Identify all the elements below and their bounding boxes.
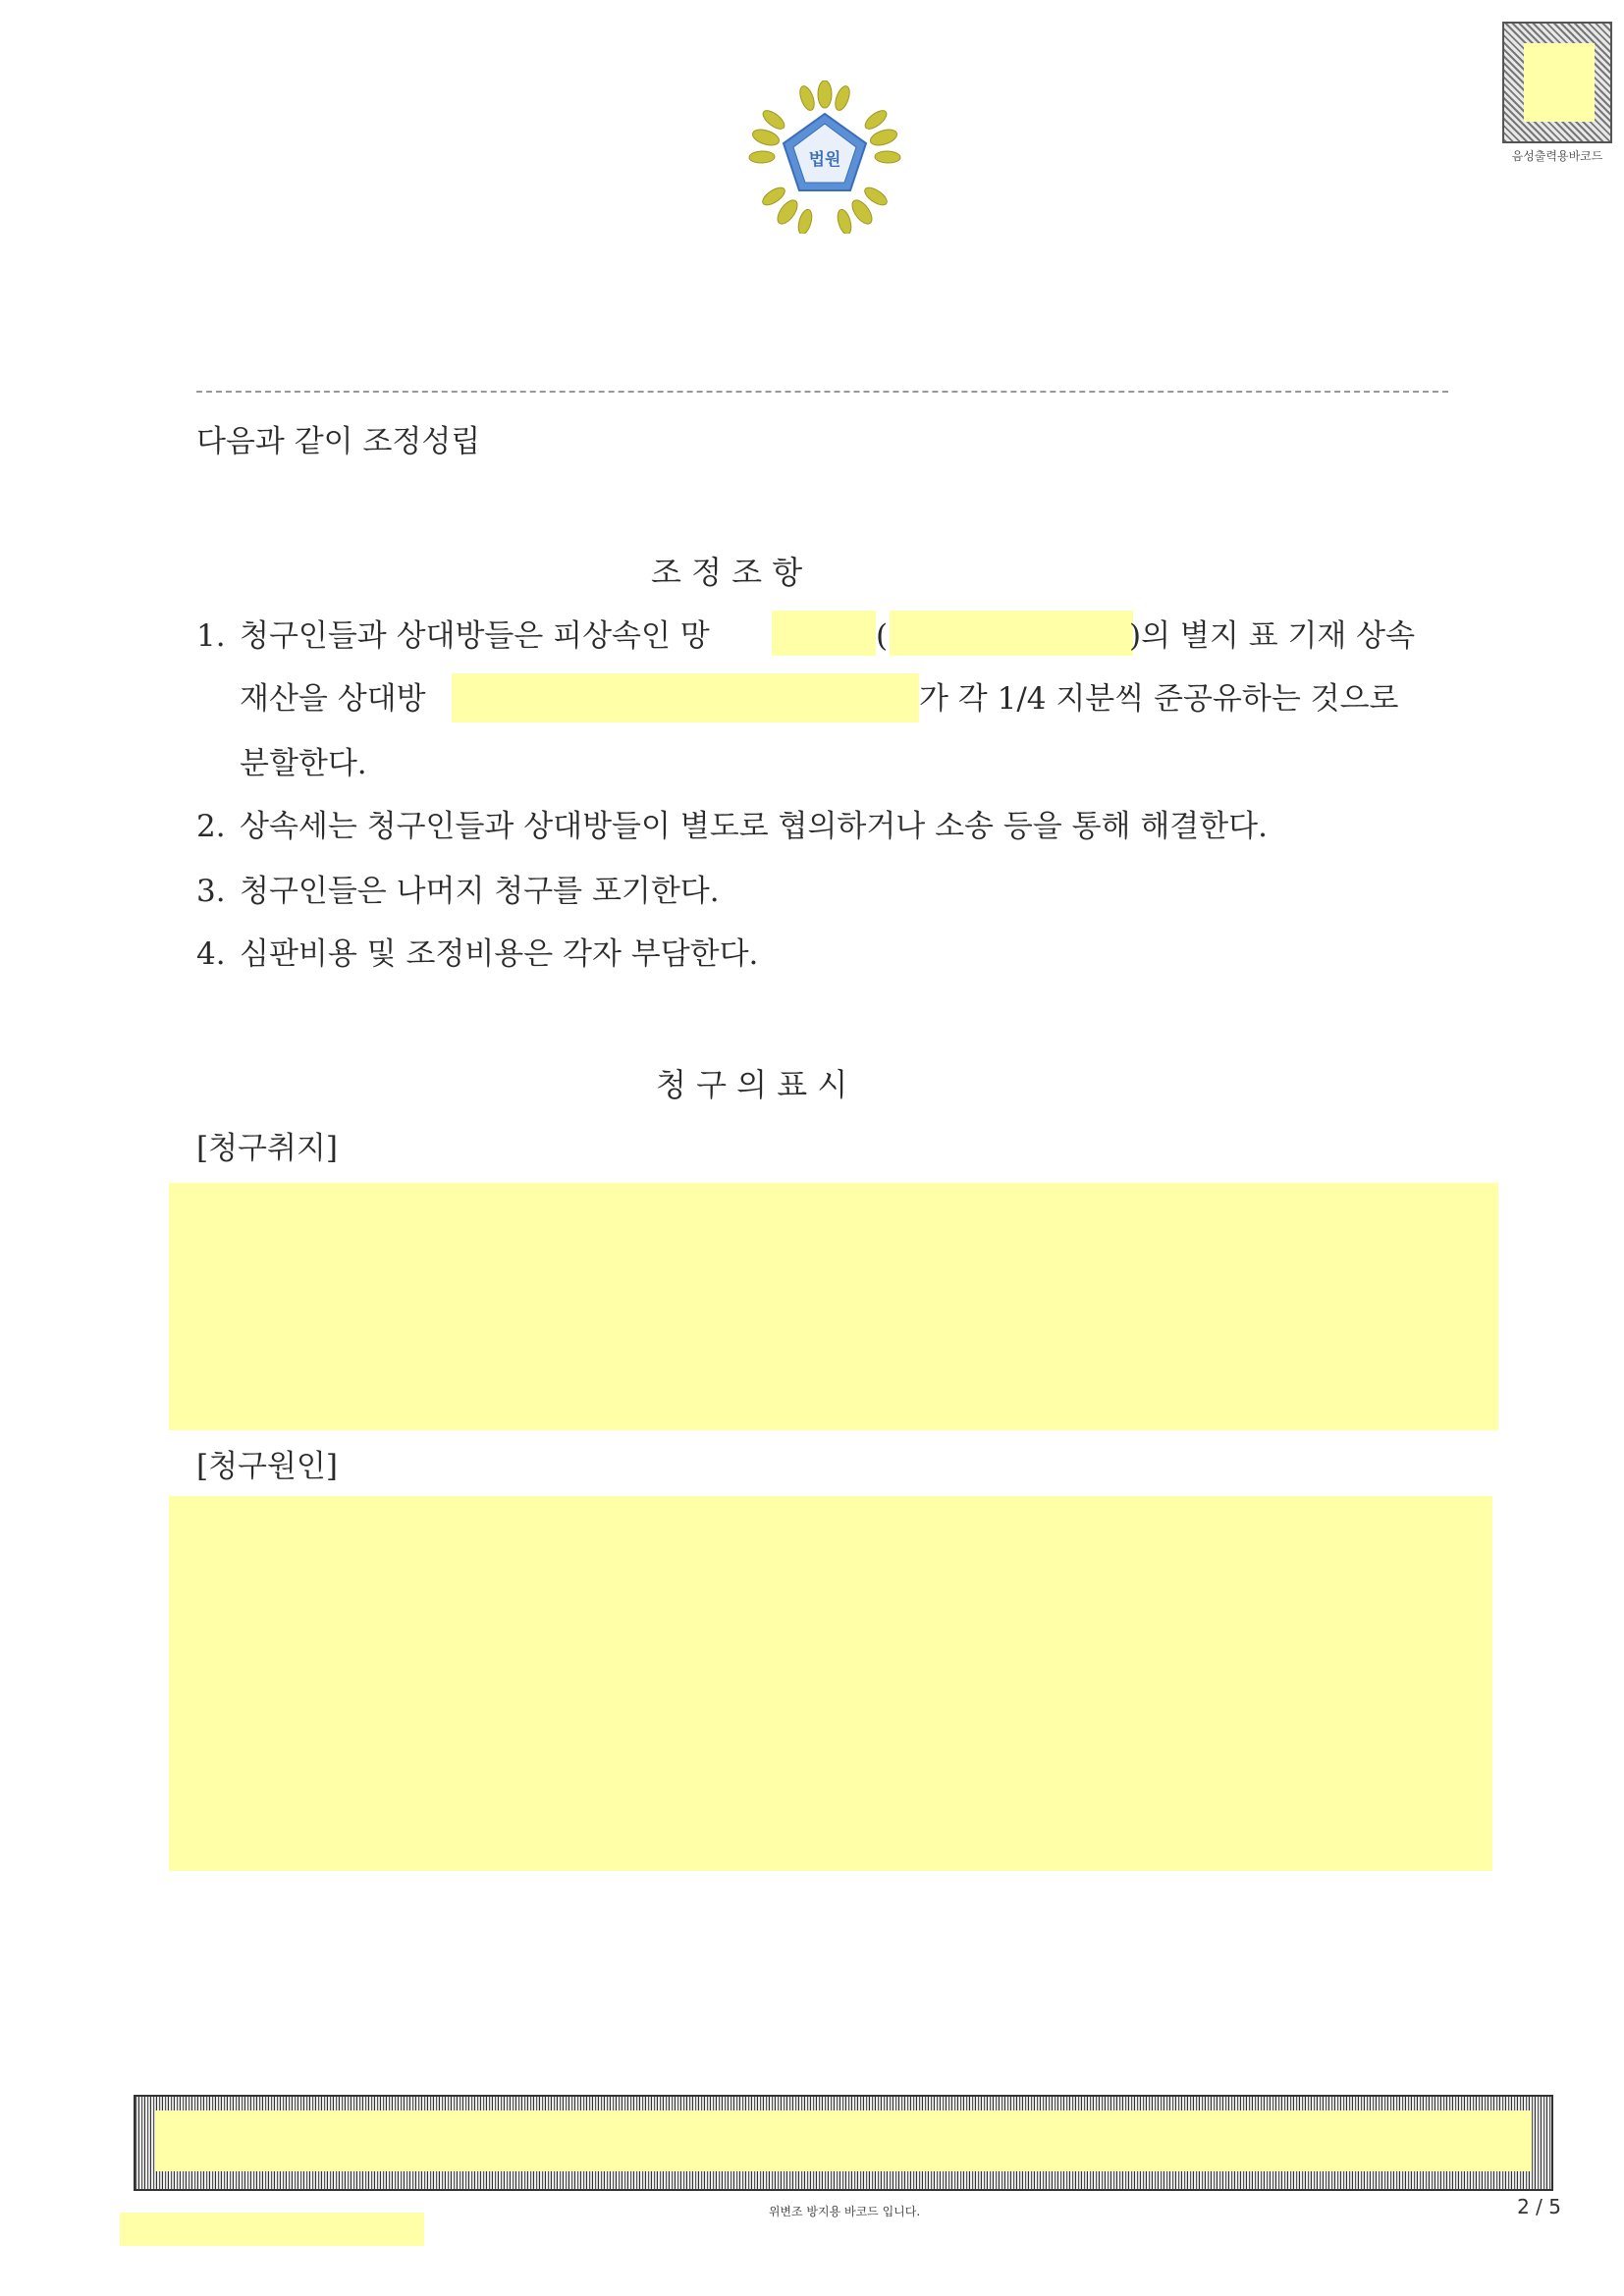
redaction-box <box>890 611 1133 656</box>
item-number: 4. <box>196 936 226 972</box>
divider <box>196 391 1448 393</box>
redaction-box <box>169 1496 1492 1871</box>
item-1-text-line2a: 재산을 상대방 <box>240 681 426 717</box>
item-1-text-line2b: 가 각 1/4 지분씩 준공유하는 것으로 <box>919 681 1399 717</box>
barcode-note: 위변조 방지용 바코드 입니다. <box>768 2205 921 2218</box>
redaction-box <box>120 2213 424 2246</box>
item-1-text-line3: 분할한다. <box>240 746 367 781</box>
redaction-box <box>1524 43 1595 122</box>
qr-code-label: 음성출력용바코드 <box>1511 149 1603 163</box>
emblem-label: 법원 <box>808 150 841 170</box>
redaction-box <box>452 673 919 722</box>
redaction-box <box>155 2110 1532 2171</box>
redaction-box <box>169 1183 1498 1430</box>
item-1-paren-open: ( <box>876 618 889 654</box>
item-1-text-a: 청구인들과 상대방들은 피상속인 망 <box>240 618 710 654</box>
item-number: 3. <box>196 874 226 909</box>
item-4-text: 심판비용 및 조정비용은 각자 부담한다. <box>240 936 759 972</box>
item-2-text: 상속세는 청구인들과 상대방들이 별도로 협의하거나 소송 등을 통해 해결한다. <box>240 809 1268 844</box>
redaction-box <box>772 611 876 656</box>
section-heading-terms: 조 정 조 항 <box>651 554 803 591</box>
page-number: 2 / 5 <box>1517 2195 1561 2218</box>
claim-cause-label: [청구원인] <box>196 1449 338 1484</box>
intro-text: 다음과 같이 조정성립 <box>196 424 481 459</box>
item-number: 1. <box>196 618 226 654</box>
anti-forgery-barcode <box>134 2095 1553 2191</box>
item-3-text: 청구인들은 나머지 청구를 포기한다. <box>240 874 720 909</box>
audio-output-qr-code <box>1502 22 1612 143</box>
item-1-text-c: )의 별지 표 기재 상속 <box>1129 618 1416 654</box>
item-number: 2. <box>196 809 226 844</box>
court-emblem <box>748 80 901 234</box>
claim-purpose-label: [청구취지] <box>196 1131 338 1166</box>
section-heading-claim: 청 구 의 표 시 <box>656 1066 848 1103</box>
